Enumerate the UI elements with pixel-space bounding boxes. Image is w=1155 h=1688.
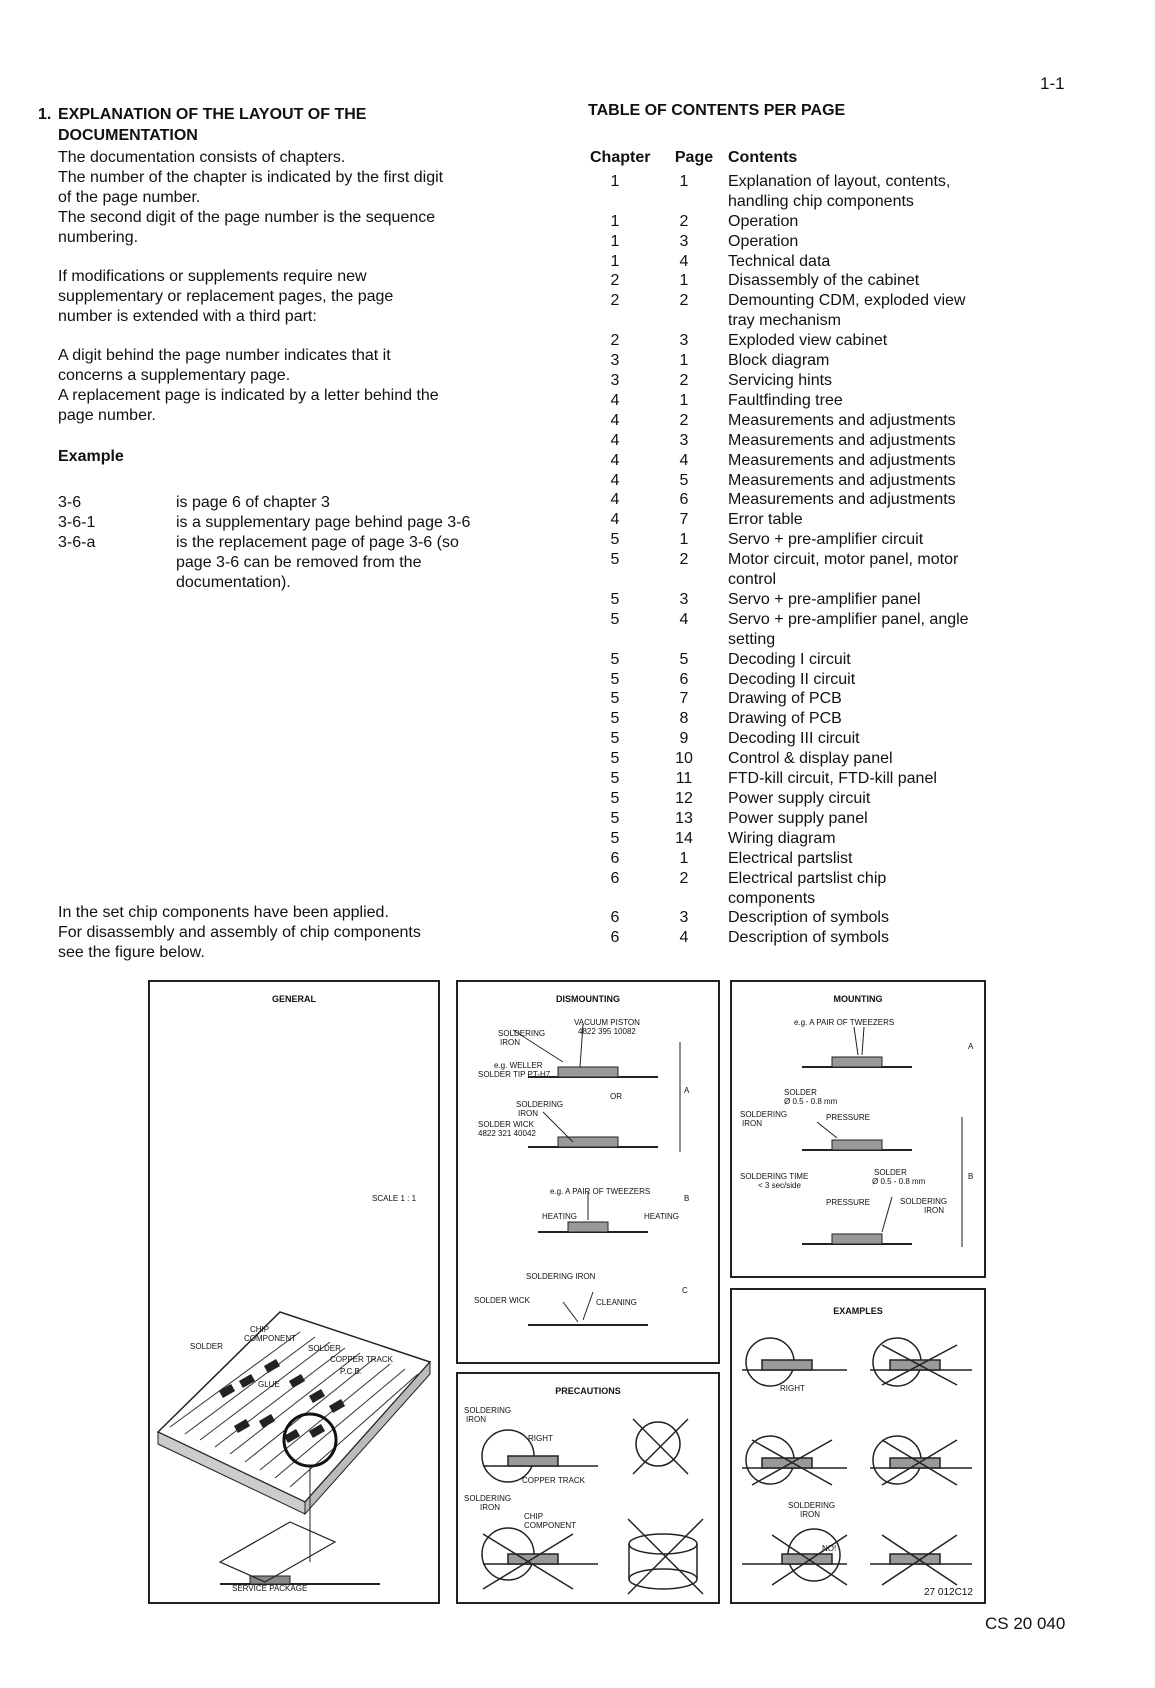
toc-page: 4 (679, 451, 689, 469)
toc-title: TABLE OF CONTENTS PER PAGE (588, 102, 846, 119)
toc-contents-line: Measurements and adjustments (728, 431, 956, 449)
toc-contents-line: components (728, 889, 816, 907)
example-code: 3-6-1 (58, 514, 96, 531)
toc-page: 12 (675, 790, 693, 807)
soldering-iron-label: IRON (480, 1503, 500, 1512)
right-label: RIGHT (528, 1434, 553, 1443)
toc-page: 2 (679, 212, 689, 230)
pressure-label: PRESSURE (826, 1113, 871, 1122)
panel-general (148, 980, 440, 1604)
toc-page: 13 (675, 809, 693, 827)
text-line: number is extended with a third part: (58, 308, 317, 325)
soldering-iron-label: IRON (466, 1415, 486, 1424)
panel-title: DISMOUNTING (556, 994, 620, 1004)
toc-header-chapter: Chapter (590, 149, 651, 166)
text-line: see the figure below. (58, 944, 205, 961)
toc-chapter: 5 (610, 551, 620, 569)
soldering-time-label: SOLDERING TIME (740, 1172, 809, 1181)
soldering-iron-label: IRON (742, 1119, 762, 1128)
toc-row (590, 391, 1070, 411)
drawing-code: 27 012C12 (924, 1587, 973, 1598)
toc-page: 6 (679, 670, 689, 688)
toc-page: 7 (679, 511, 689, 529)
toc-chapter: 5 (610, 610, 620, 628)
toc-chapter: 5 (610, 531, 620, 549)
toc-contents (728, 291, 1070, 331)
tweezers-label: e.g. A PAIR OF TWEEZERS (550, 1187, 651, 1196)
toc-chapter: 5 (610, 730, 620, 748)
toc-row (590, 749, 1070, 769)
toc-contents-line: Operation (728, 212, 799, 230)
toc-row (590, 908, 1070, 928)
document-code: CS 20 040 (985, 1614, 1066, 1633)
text-line: numbering. (58, 229, 139, 246)
toc-row (590, 849, 1070, 869)
weller-label: e.g. WELLER (494, 1061, 543, 1070)
toc-chapter: 4 (610, 511, 620, 529)
toc-contents (728, 471, 1070, 491)
toc-contents (728, 510, 1070, 530)
soldering-iron-label: SOLDERING (464, 1406, 512, 1415)
toc-table (590, 148, 1070, 948)
toc-row (590, 789, 1070, 809)
toc-header-contents: Contents (728, 149, 798, 166)
toc-contents-line: handling chip components (728, 192, 914, 210)
toc-chapter: 4 (610, 451, 620, 469)
toc-page: 1 (679, 272, 689, 290)
supplementary-paragraph (58, 346, 538, 426)
toc-contents (728, 729, 1070, 749)
soldering-iron-label: SOLDERING (900, 1197, 948, 1206)
toc-row (590, 590, 1070, 610)
soldering-iron-label: SOLDERING (464, 1494, 512, 1503)
toc-contents-line: Decoding III circuit (728, 730, 860, 748)
toc-contents (728, 849, 1070, 869)
heating-left-label: HEATING (542, 1212, 577, 1221)
toc-contents (728, 411, 1070, 431)
solder-right-label: SOLDER (308, 1344, 341, 1353)
toc-chapter: 5 (610, 809, 620, 827)
chip-label-1: CHIP (250, 1325, 270, 1334)
panel-title: PRECAUTIONS (555, 1386, 621, 1396)
toc-contents (728, 271, 1070, 291)
toc-contents-line: Measurements and adjustments (728, 471, 956, 489)
toc-chapter: 5 (610, 790, 620, 807)
soldering-iron-label: SOLDERING (516, 1100, 564, 1109)
toc-chapter: 2 (610, 292, 620, 310)
toc-chapter: 5 (610, 690, 620, 708)
toc-page: 10 (675, 750, 693, 768)
toc-contents-line: Drawing of PCB (728, 710, 842, 728)
solder-wick-code: 4822 321 40042 (478, 1129, 536, 1138)
toc-contents (728, 590, 1070, 610)
toc-chapter: 5 (610, 829, 620, 847)
toc-row (590, 729, 1070, 749)
toc-contents (728, 490, 1070, 510)
toc-contents-line: Power supply circuit (728, 790, 871, 807)
toc-contents (728, 351, 1070, 371)
toc-row (590, 172, 1070, 212)
toc-chapter: 2 (610, 272, 620, 290)
copper-track-label: COPPER TRACK (522, 1476, 585, 1485)
toc-contents (728, 331, 1070, 351)
step-a-label: A (684, 1086, 690, 1095)
solder-wick-label: SOLDER WICK (474, 1296, 531, 1305)
toc-row (590, 709, 1070, 729)
toc-contents-line: Block diagram (728, 352, 830, 370)
toc-row (590, 431, 1070, 451)
toc-contents-line: Electrical partslist chip (728, 869, 887, 887)
toc-contents-line: Description of symbols (728, 909, 889, 927)
toc-contents (728, 670, 1070, 690)
text-line: concerns a supplementary page. (58, 367, 291, 384)
toc-contents-line: tray mechanism (728, 312, 841, 330)
toc-row (590, 530, 1070, 550)
toc-contents-line: Faultfinding tree (728, 391, 843, 409)
toc-contents-line: control (728, 571, 777, 589)
example-row (58, 533, 528, 593)
vacuum-piston-label: VACUUM PISTON (574, 1018, 640, 1027)
toc-row (590, 689, 1070, 709)
solder-label: SOLDER (784, 1088, 817, 1097)
panel-title: MOUNTING (833, 994, 883, 1004)
toc-page: 3 (679, 590, 689, 608)
toc-row (590, 769, 1070, 789)
soldering-iron-label: SOLDERING (788, 1501, 836, 1510)
toc-contents-line: setting (728, 630, 776, 648)
toc-chapter: 2 (610, 332, 620, 350)
toc-chapter: 4 (610, 431, 620, 449)
toc-chapter: 3 (610, 352, 620, 370)
general-illustration (150, 982, 438, 1602)
example-table (58, 493, 528, 593)
toc-chapter: 5 (610, 650, 620, 668)
toc-page: 4 (679, 929, 689, 947)
toc-page: 3 (679, 332, 689, 350)
chip-label-2: COMPONENT (244, 1334, 296, 1343)
toc-row (590, 271, 1070, 291)
toc-chapter: 6 (610, 869, 620, 887)
toc-page: 14 (675, 829, 693, 847)
right-label: RIGHT (780, 1384, 805, 1393)
toc-contents (728, 530, 1070, 550)
text-line: page number. (58, 407, 156, 424)
toc-chapter: 5 (610, 770, 620, 788)
toc-row (590, 829, 1070, 849)
soldering-iron-label: SOLDERING (498, 1029, 546, 1038)
toc-header-row (590, 148, 1070, 168)
toc-contents-line: Power supply panel (728, 809, 868, 827)
toc-contents (728, 908, 1070, 928)
toc-contents (728, 650, 1070, 670)
toc-row (590, 411, 1070, 431)
toc-page: 1 (679, 531, 689, 549)
panel-mounting (730, 980, 986, 1278)
toc-chapter: 4 (610, 391, 620, 409)
toc-row (590, 471, 1070, 491)
toc-contents (728, 829, 1070, 849)
toc-page: 2 (679, 292, 689, 310)
toc-contents (728, 252, 1070, 272)
text-line: supplementary or replacement pages, the page (58, 288, 394, 305)
toc-contents-line: Decoding II circuit (728, 670, 856, 688)
section-number: 1. (38, 106, 52, 123)
toc-chapter: 3 (610, 371, 620, 389)
toc-contents-line: Operation (728, 232, 799, 250)
dismounting-illustration (458, 982, 718, 1362)
or-label: OR (610, 1092, 622, 1101)
vacuum-code-label: 4822 395 10082 (578, 1027, 636, 1036)
pcb-label: P.C.B. (340, 1367, 363, 1376)
heading-line-1: EXPLANATION OF THE LAYOUT OF THE (58, 106, 367, 123)
text-line: A replacement page is indicated by a letter behind the (58, 387, 439, 404)
toc-page: 7 (679, 690, 689, 708)
soldering-iron-label: IRON (800, 1510, 820, 1519)
pressure-label: PRESSURE (826, 1198, 871, 1207)
heading-line-2: DOCUMENTATION (58, 127, 198, 144)
toc-contents-line: Description of symbols (728, 929, 889, 947)
toc-contents (728, 709, 1070, 729)
toc-contents-line: Measurements and adjustments (728, 491, 956, 509)
toc-contents (728, 928, 1070, 948)
no-label: NO! (822, 1544, 837, 1553)
toc-chapter: 4 (610, 491, 620, 509)
toc-chapter: 5 (610, 750, 620, 768)
panel-precautions (456, 1372, 720, 1604)
toc-chapter: 1 (610, 172, 620, 190)
toc-row (590, 610, 1070, 650)
toc-contents-line: Servo + pre-amplifier circuit (728, 531, 924, 549)
toc-chapter: 1 (610, 252, 620, 270)
toc-contents-line: Decoding I circuit (728, 650, 851, 668)
toc-row (590, 232, 1070, 252)
example-text: is page 6 of chapter 3 (176, 494, 330, 511)
toc-page: 2 (679, 551, 689, 569)
toc-contents-line: Explanation of layout, contents, (728, 172, 951, 190)
chip-note-paragraph (58, 903, 538, 963)
solder-tip-label: SOLDER TIP PT-H7 (478, 1070, 551, 1079)
toc-contents (728, 610, 1070, 650)
toc-row (590, 510, 1070, 530)
toc-page: 8 (679, 710, 689, 728)
toc-contents-line: Drawing of PCB (728, 690, 842, 708)
toc-row (590, 650, 1070, 670)
solder-label: SOLDER (874, 1168, 907, 1177)
toc-contents-line: Servo + pre-amplifier panel, angle (728, 610, 969, 628)
glue-label: GLUE (258, 1380, 280, 1389)
toc-page: 3 (679, 431, 689, 449)
toc-contents (728, 371, 1070, 391)
step-b-label: B (684, 1194, 690, 1203)
component-label: COMPONENT (524, 1521, 576, 1530)
toc-chapter: 6 (610, 909, 620, 927)
toc-row (590, 869, 1070, 909)
toc-contents-line: Error table (728, 511, 803, 529)
toc-row (590, 809, 1070, 829)
panel-examples (730, 1288, 986, 1604)
example-row (58, 493, 528, 513)
toc-page: 5 (679, 650, 689, 668)
text-line: The second digit of the page number is the sequence (58, 209, 436, 226)
toc-row (590, 670, 1070, 690)
toc-page: 11 (675, 770, 693, 788)
toc-chapter: 1 (610, 232, 620, 250)
toc-row (590, 550, 1070, 590)
example-text: is a supplementary page behind page 3-6 (176, 514, 471, 531)
toc-header-page: Page (674, 149, 714, 166)
solder-left-label: SOLDER (190, 1342, 223, 1351)
toc-contents (728, 550, 1070, 590)
solder-wick-label: SOLDER WICK (478, 1120, 535, 1129)
step-b-label: B (968, 1172, 974, 1181)
toc-page: 3 (679, 909, 689, 927)
toc-page: 9 (679, 730, 689, 748)
toc-contents (728, 809, 1070, 829)
toc-chapter: 5 (610, 670, 620, 688)
toc-contents-line: Measurements and adjustments (728, 451, 956, 469)
toc-chapter: 4 (610, 411, 620, 429)
panel-title: GENERAL (271, 994, 316, 1004)
toc-contents-line: Demounting CDM, exploded view (728, 292, 966, 310)
toc-page: 3 (679, 232, 689, 250)
toc-page: 5 (679, 471, 689, 489)
toc-page: 1 (679, 391, 689, 409)
toc-contents-line: Measurements and adjustments (728, 411, 956, 429)
example-code: 3-6-a (58, 534, 96, 551)
toc-contents-line: Servo + pre-amplifier panel (728, 590, 921, 608)
examples-illustration (732, 1290, 984, 1602)
toc-contents (728, 172, 1070, 212)
text-line: The number of the chapter is indicated by the first digit (58, 169, 444, 186)
toc-row (590, 451, 1070, 471)
toc-page: 6 (679, 491, 689, 509)
toc-contents-line: Technical data (728, 252, 831, 270)
scale-label: SCALE 1 : 1 (372, 1194, 417, 1203)
copper-track-label: COPPER TRACK (330, 1355, 393, 1364)
toc-page: 2 (679, 411, 689, 429)
example-code: 3-6 (58, 494, 82, 511)
toc-contents-line: Disassembly of the cabinet (728, 272, 920, 290)
modifications-paragraph (58, 267, 538, 327)
panel-title: EXAMPLES (833, 1306, 883, 1316)
solder-diameter: Ø 0.5 - 0.8 mm (784, 1097, 838, 1106)
toc-contents-line: Exploded view cabinet (728, 332, 888, 350)
toc-chapter: 5 (610, 590, 620, 608)
service-package-label: SERVICE PACKAGE (232, 1584, 308, 1593)
toc-contents-line: Motor circuit, motor panel, motor (728, 551, 959, 569)
soldering-iron-label: SOLDERING IRON (526, 1272, 596, 1281)
toc-contents (728, 451, 1070, 471)
example-text: documentation). (176, 574, 291, 591)
toc-chapter: 4 (610, 471, 620, 489)
toc-contents-line: FTD-kill circuit, FTD-kill panel (728, 770, 937, 788)
toc-contents (728, 749, 1070, 769)
toc-row (590, 351, 1070, 371)
toc-row (590, 490, 1070, 510)
step-a-label: A (968, 1042, 974, 1051)
toc-contents (728, 869, 1070, 909)
toc-contents (728, 769, 1070, 789)
toc-row (590, 331, 1070, 351)
tweezers-label: e.g. A PAIR OF TWEEZERS (794, 1018, 895, 1027)
toc-row (590, 928, 1070, 948)
intro-paragraph (58, 148, 538, 248)
text-line: If modifications or supplements require new (58, 268, 367, 285)
toc-row (590, 291, 1070, 331)
toc-contents-line: Electrical partslist (728, 849, 853, 867)
toc-row (590, 252, 1070, 272)
text-line: A digit behind the page number indicates that it (58, 347, 391, 364)
toc-page: 2 (679, 869, 689, 887)
toc-page: 1 (679, 352, 689, 370)
text-line: In the set chip components have been applied. (58, 904, 389, 921)
solder-diameter: Ø 0.5 - 0.8 mm (872, 1177, 926, 1186)
toc-contents (728, 789, 1070, 809)
example-text: is the replacement page of page 3-6 (so (176, 534, 459, 551)
toc-chapter: 1 (610, 212, 620, 230)
example-text: page 3-6 can be removed from the (176, 554, 422, 571)
example-row (58, 513, 528, 533)
panel-dismounting (456, 980, 720, 1364)
chip-label: CHIP (524, 1512, 544, 1521)
toc-page: 4 (679, 252, 689, 270)
page-number: 1-1 (1040, 74, 1065, 93)
toc-page: 2 (679, 371, 689, 389)
toc-contents-line: Wiring diagram (728, 829, 836, 847)
toc-chapter: 6 (610, 929, 620, 947)
toc-contents (728, 391, 1070, 411)
soldering-time-value: < 3 sec/side (758, 1181, 801, 1190)
toc-contents-line: Control & display panel (728, 750, 893, 768)
toc-page: 1 (679, 849, 689, 867)
soldering-iron-label: IRON (924, 1206, 944, 1215)
toc-contents (728, 689, 1070, 709)
toc-contents (728, 431, 1070, 451)
text-line: of the page number. (58, 189, 201, 206)
soldering-iron-label: IRON (518, 1109, 538, 1118)
heating-right-label: HEATING (644, 1212, 679, 1221)
toc-page: 4 (679, 610, 689, 628)
cleaning-label: CLEANING (596, 1298, 637, 1307)
toc-chapter: 5 (610, 710, 620, 728)
toc-chapter: 6 (610, 849, 620, 867)
text-line: The documentation consists of chapters. (58, 149, 346, 166)
toc-contents-line: Servicing hints (728, 371, 833, 389)
toc-contents (728, 232, 1070, 252)
soldering-iron-label: IRON (500, 1038, 520, 1047)
example-heading: Example (58, 448, 124, 465)
toc-contents (728, 212, 1070, 232)
soldering-iron-label: SOLDERING (740, 1110, 788, 1119)
toc-page: 1 (679, 172, 689, 190)
toc-row (590, 212, 1070, 232)
toc-row (590, 371, 1070, 391)
step-c-label: C (682, 1286, 688, 1295)
text-line: For disassembly and assembly of chip components (58, 924, 421, 941)
section-heading (38, 104, 518, 146)
